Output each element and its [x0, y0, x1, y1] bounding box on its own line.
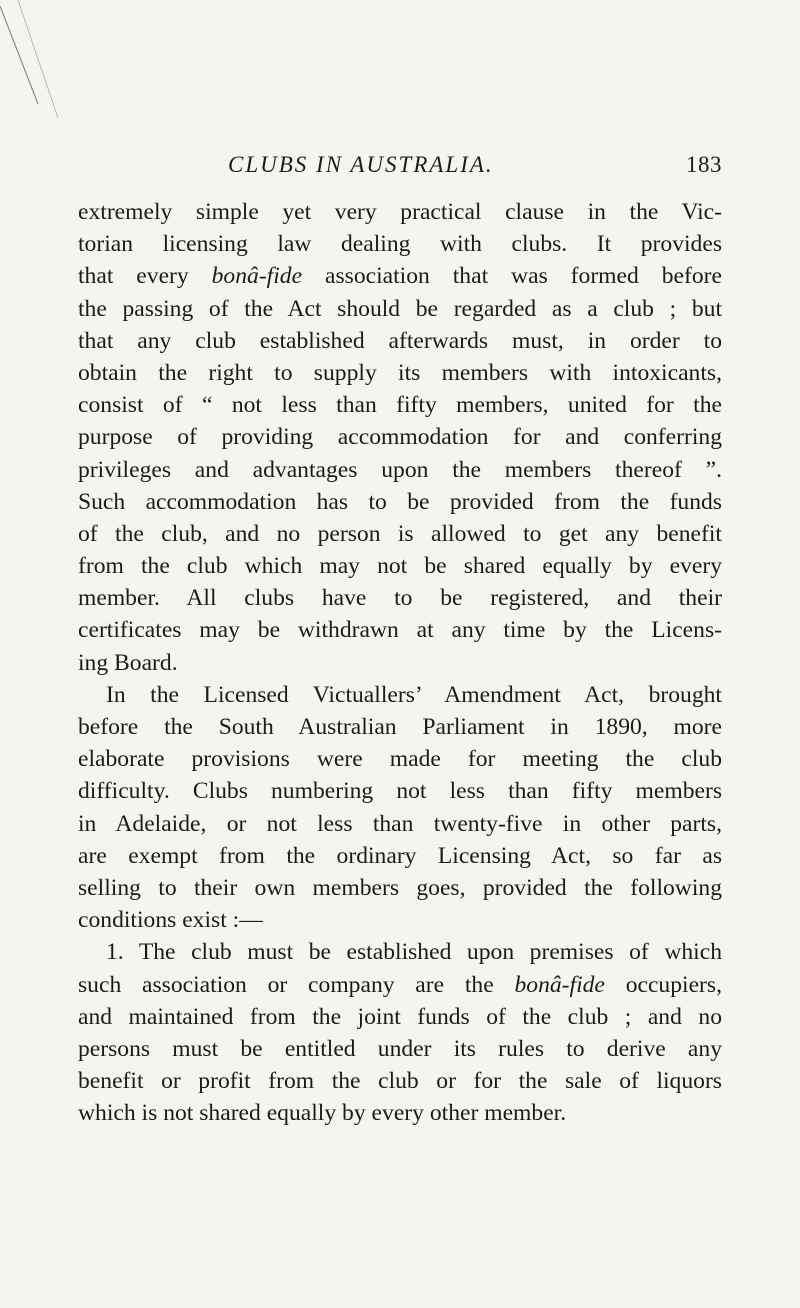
text-line-8: purpose of providing accommodation for and conferring: [78, 424, 722, 451]
text-line-21: are exempt from the ordinary Licensing Act, so far as: [78, 842, 722, 869]
text-line-1: extremely simple yet very practical clause in the Vic-: [78, 199, 722, 225]
text-line-18: elaborate provisions were made for meeting the club: [78, 746, 722, 773]
text-line-2: torian licensing law dealing with clubs. It provides: [78, 231, 722, 258]
text-line-27: persons must be entitled under its rules to derive any: [78, 1035, 722, 1062]
text-line-13: member. All clubs have to be registered, and their: [78, 585, 722, 612]
running-head: [78, 148, 722, 182]
text-line-23: conditions exist :—: [78, 907, 263, 934]
text-line-16: In the Licensed Victuallers’ Amendment Act, brought: [106, 681, 722, 708]
italic-term: bonâ-fide: [514, 971, 605, 998]
text-line-25: such association or company are the bonâ-fide occupiers,: [78, 971, 722, 998]
text-line-3: that every bonâ-fide association that was formed before: [78, 263, 722, 290]
text-line-11: of the club, and no person is allowed to get any benefit: [78, 520, 722, 547]
text-line-28: benefit or profit from the club or for the sale of liquors: [78, 1068, 722, 1095]
text-line-14: certificates may be withdrawn at any time by the Licens-: [78, 617, 722, 644]
text-line-19: difficulty. Clubs numbering not less than fifty members: [78, 778, 722, 805]
text-line-29: which is not shared equally by every other member.: [78, 1100, 567, 1127]
text-line-24: 1. The club must be established upon premises of which: [106, 939, 722, 966]
text-line-20: in Adelaide, or not less than twenty-five in other parts,: [78, 810, 722, 837]
text-line-4: the passing of the Act should be regarded as a club ; but: [78, 295, 722, 322]
text-line-26: and maintained from the joint funds of the club ; and no: [78, 1003, 722, 1030]
text-line-6: obtain the right to supply its members with intoxicants,: [78, 359, 722, 386]
text-line-12: from the club which may not be shared equally by every: [78, 553, 722, 580]
text-line-22: selling to their own members goes, provided the following: [78, 874, 722, 901]
text-line-15: ing Board.: [78, 649, 178, 676]
text-line-10: Such accommodation has to be provided from the funds: [78, 488, 722, 515]
running-title: CLUBS IN AUSTRALIA.: [228, 152, 494, 177]
body-text: [78, 196, 722, 1129]
text-line-5: that any club established afterwards must, in order to: [78, 327, 722, 354]
text-line-7: consist of “ not less than fifty members, united for the: [78, 392, 722, 419]
page-number: 183: [686, 152, 722, 177]
text-line-9: privileges and advantages upon the members thereof ”.: [78, 456, 722, 483]
italic-term: bonâ-fide: [211, 263, 303, 290]
text-line-17: before the South Australian Parliament in 1890, more: [78, 714, 722, 740]
